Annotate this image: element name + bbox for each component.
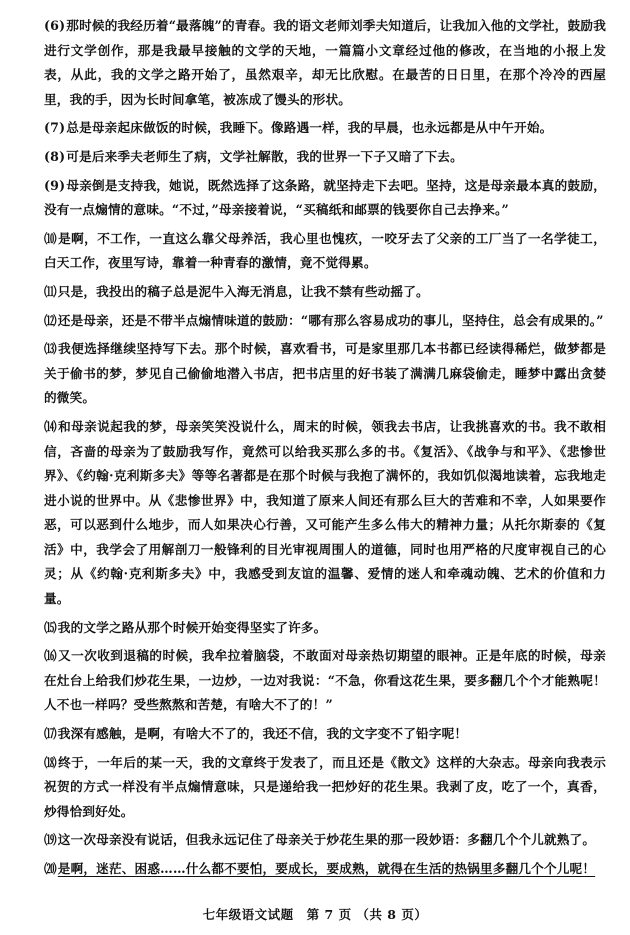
paragraph-8 — [44, 145, 606, 170]
paragraph-19 — [44, 828, 606, 853]
paragraph-6 — [44, 14, 606, 112]
paragraph-text: 总是母亲起床做饭的时候，我睡下。像路遇一样，我的早晨，也永远都是从中午开始。 — [66, 120, 553, 136]
paragraph-text: 又一次收到退稿的时候，我牟拉着脑袋，不敢面对母亲热切期望的眼神。正是年底的时候，母亲在灶台上给我们炒花生果，一边炒，一边对我说：“不急，你看这花生果，要多翻几个个才能熟呢！人不也一样吗？受些熬熬和苦楚，有啥大不了的！” — [44, 648, 607, 713]
paragraph-number: (7) — [44, 120, 66, 136]
paragraph-text: 和母亲说起我的梦，母亲笑笑没说什么，周末的时候，领我去书店，让我挑喜欢的书。我不敢相信，吝啬的母亲为了鼓励我写作，竟然可以给我买那么多的书。《复活》、《战争与和平》、《悲惨世界》、《约翰·克利斯多夫》等等名著都是在那个时候与我抱了满怀的，我如饥似渴地读着，忘我地走进小说的世界中。从《悲惨世界》中，我知道了原来人间还有那么巨大的苦难和不幸，人如果要作恶，可以恶到什么地步，而人如果决心行善，又可能产生多么伟大的精神力量；从托尔斯泰的《复活》中，我学会了用解剖刀一般锋利的目光审视周围人的道德，同时也用严格的尺度审视自己的心灵；从《约翰·克利斯多夫》中，我感受到友谊的温馨、爱情的迷人和牵魂动魄、艺术的价值和力量。 — [44, 418, 607, 607]
paragraph-text: 我的文学之路从那个时候开始变得坚实了许多。 — [57, 619, 327, 635]
paragraph-number: ⒂ — [44, 619, 57, 635]
paragraph-11 — [44, 280, 606, 305]
paragraph-text: 只是，我投出的稿子总是泥牛入海无消息，让我不禁有些动摇了。 — [57, 283, 429, 299]
paragraph-number: ⑿ — [44, 312, 57, 328]
paragraph-text: 还是母亲，还是不带半点煽情味道的鼓励：“哪有那么容易成功的事儿，坚持住，总会有成果的。” — [57, 312, 604, 328]
paragraph-14 — [44, 415, 606, 612]
paragraph-7 — [44, 116, 606, 141]
underlined-paragraph-text: 是啊，迷茫、困惑……什么都不要怕，要成长，要成熟，就得在生活的热锅里多翻几个个儿呢！ — [57, 861, 596, 876]
paragraph-10 — [44, 227, 606, 276]
paragraph-15 — [44, 616, 606, 641]
paragraph-number: ⒇ — [44, 861, 57, 876]
page-footer: 七年级语文试题 第 7 页 （共 8 页） — [202, 907, 428, 922]
paragraph-text: 终于，一年后的某一天，我的文章终于发表了，而且还是《散文》这样的大杂志。母亲向我表示祝贺的方式一样没有半点煽情意味，只是递给我一把炒好的花生果。我剥了皮，吃了一个，真香，炒得恰到好处。 — [44, 754, 607, 819]
paragraph-number: ⒆ — [44, 832, 57, 848]
paragraph-number: ⒀ — [44, 341, 58, 357]
paragraph-number: (9) — [44, 177, 66, 193]
paragraph-text: 可是后来季夫老师生了病，文学社解散，我的世界一下子又暗了下去。 — [66, 148, 463, 164]
paragraph-20 — [44, 857, 606, 882]
paragraph-text: 这一次母亲没有说话，但我永远记住了母亲关于炒花生果的那一段妙语：多翻几个个儿就熟了。 — [57, 832, 596, 848]
paragraph-number: ⒅ — [44, 754, 58, 770]
paragraph-text: 是啊，不工作，一直这么靠父母养活，我心里也愧疚，一咬牙去了父亲的工厂当了一名学徒工，白天工作，夜里写诗，靠着一种青春的激情，竟不觉得累。 — [44, 230, 607, 271]
paragraph-text: 我便选择继续坚持写下去。那个时候，喜欢看书，可是家里那几本书都已经读得稀烂，做梦都是关于偷书的梦，梦见自己偷偷地潜入书店，把书店里的好书装了满满几麻袋偷走，睡梦中露出贪婪的微笑。 — [44, 341, 607, 406]
paragraph-text: 母亲倒是支持我，她说，既然选择了这条路，就坚持走下去吧。坚持，这是母亲最本真的鼓励，没有一点煽情的意味。“不过，”母亲接着说，“买稿纸和邮票的钱要你自己去挣来。” — [44, 177, 606, 218]
paragraph-number: (8) — [44, 148, 66, 164]
paragraph-number: ⒃ — [44, 648, 58, 664]
paragraph-text: 那时候的我经历着“最落魄”的青春。我的语文老师刘季夫知道后，让我加入他的文学社，鼓励我进行文学创作，那是我最早接触的文学的天地，一篇篇小文章经过他的修改，在当地的小报上发表，从此，我的文学之路开始了，虽然艰辛，却无比欣慰。在最苦的日日里，在那个冷冷的西屋里，我的手，因为长时间拿笔，被冻成了馒头的形状。 — [44, 18, 606, 107]
paragraph-17 — [44, 722, 606, 747]
paragraph-9 — [44, 174, 606, 223]
paragraph-number: ⒄ — [44, 726, 57, 742]
paragraph-18 — [44, 751, 606, 825]
paragraph-16 — [44, 644, 606, 718]
paragraph-12 — [44, 309, 606, 334]
paragraph-number: ⒁ — [44, 418, 58, 434]
paragraph-text: 我深有感触，是啊，有啥大不了的，我还不信，我的文字变不了铅字呢！ — [57, 726, 468, 742]
paragraph-number: ⑽ — [44, 230, 58, 246]
paragraph-13 — [44, 337, 606, 411]
paragraph-number: ⑾ — [44, 283, 57, 299]
paragraph-number: (6) — [44, 18, 66, 33]
